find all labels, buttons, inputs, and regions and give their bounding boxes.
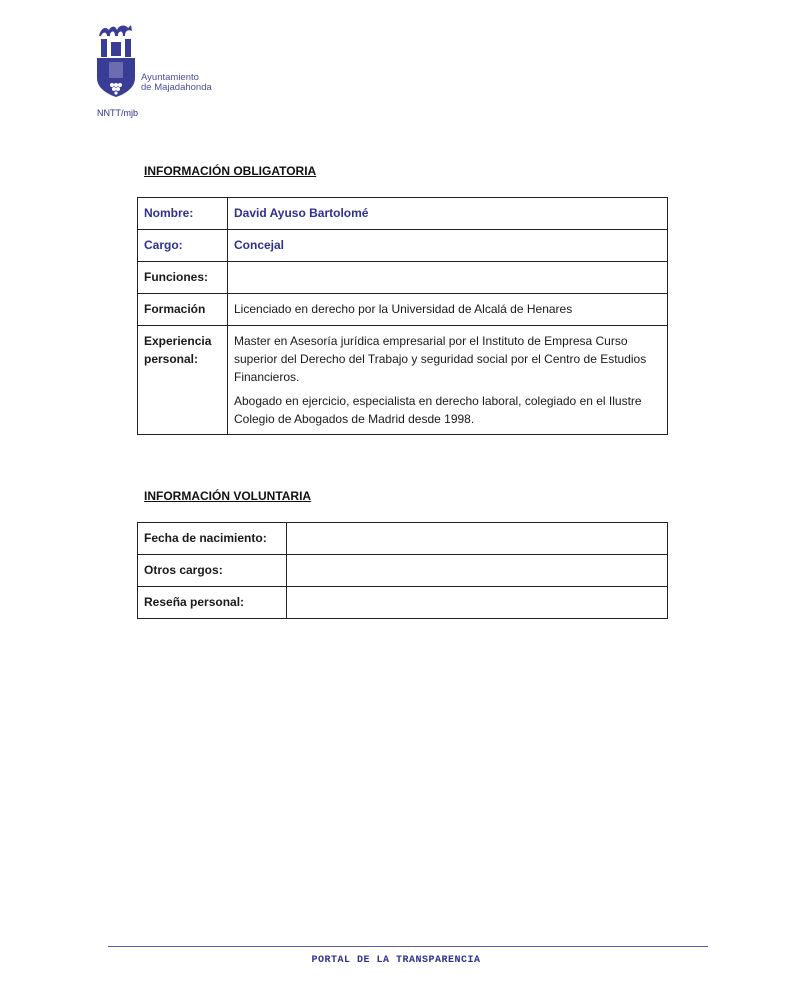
table-row	[138, 555, 668, 587]
document-reference: NNTT/mjb	[97, 108, 138, 118]
functions-label: Funciones:	[138, 262, 228, 294]
organization-name-line1: Ayuntamiento	[141, 72, 199, 83]
municipality-logo	[95, 22, 225, 102]
coat-of-arms-icon	[95, 22, 139, 100]
organization-name-line2: de Majadahonda	[141, 82, 212, 93]
personal-summary-value	[287, 587, 668, 619]
table-row	[138, 262, 668, 294]
birth-date-value	[287, 523, 668, 555]
other-positions-value	[287, 555, 668, 587]
position-value: Concejal	[228, 230, 668, 262]
footer-portal-title: PORTAL DE LA TRANSPARENCIA	[311, 955, 481, 966]
table-row	[138, 326, 668, 435]
experience-paragraph: Master en Asesoría jurídica empresarial por el Instituto de Empresa Curso superior del Derecho del Trabajo y seguridad social por el Centro de Estudios Financieros.	[234, 334, 647, 384]
experience-label: Experiencia personal:	[138, 326, 228, 435]
education-value: Licenciado en derecho por la Universidad de Alcalá de Henares	[228, 294, 668, 326]
footer-divider	[108, 946, 708, 947]
table-row	[138, 523, 668, 555]
table-row	[138, 230, 668, 262]
mandatory-info-title: INFORMACIÓN OBLIGATORIA	[144, 164, 317, 178]
experience-paragraph: Abogado en ejercicio, especialista en derecho laboral, colegiado en el Ilustre Colegio de Abogados de Madrid desde 1998.	[234, 394, 642, 426]
organization-name	[141, 73, 231, 93]
name-value: David Ayuso Bartolomé	[228, 198, 668, 230]
mandatory-info-table	[137, 197, 668, 435]
birth-date-label: Fecha de nacimiento:	[138, 523, 287, 555]
experience-value	[228, 326, 668, 435]
other-positions-label: Otros cargos:	[138, 555, 287, 587]
name-label: Nombre:	[138, 198, 228, 230]
position-label: Cargo:	[138, 230, 228, 262]
table-row	[138, 294, 668, 326]
voluntary-info-table	[137, 522, 668, 619]
table-row	[138, 587, 668, 619]
personal-summary-label: Reseña personal:	[138, 587, 287, 619]
education-label: Formación	[138, 294, 228, 326]
functions-value	[228, 262, 668, 294]
table-row	[138, 198, 668, 230]
voluntary-info-title: INFORMACIÓN VOLUNTARIA	[144, 489, 312, 503]
